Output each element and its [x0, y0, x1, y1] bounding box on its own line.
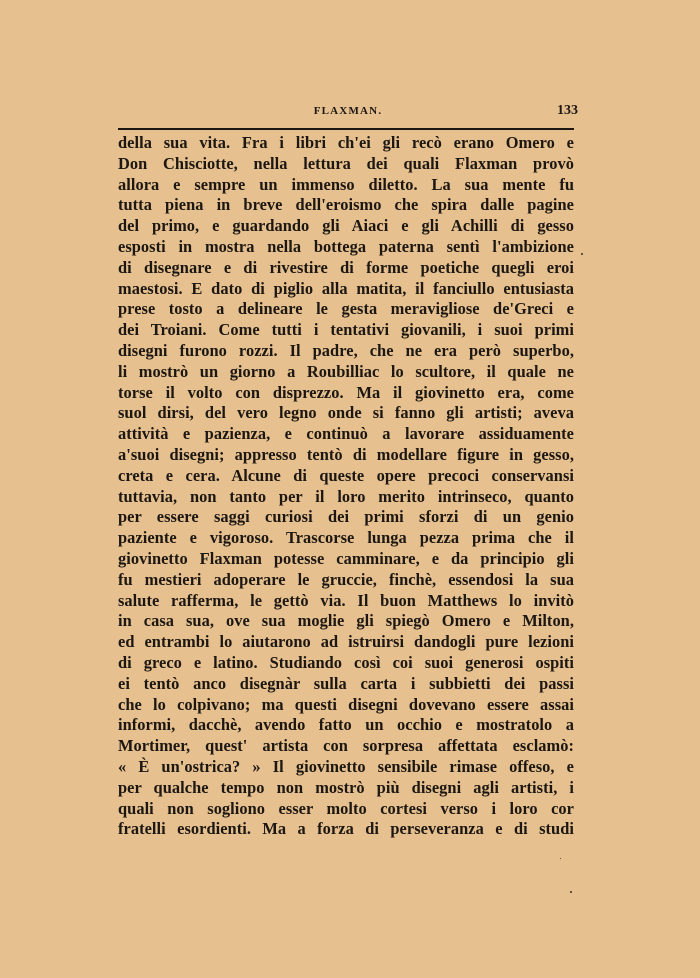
text-line: suol dirsi, del vero legno onde si fanno gli artisti; aveva — [118, 403, 574, 423]
print-speck — [570, 891, 572, 893]
running-head — [118, 103, 578, 123]
text-line: torse il volto con disprezzo. Ma il giovinetto era, come — [118, 382, 574, 402]
print-speck — [560, 858, 561, 859]
text-line: giovinetto Flaxman potesse camminare, e da principio gli — [118, 548, 574, 568]
text-line: di greco e latino. Studiando così coi suoi generosi ospiti — [118, 652, 574, 672]
text-line: Mortimer, quest' artista con sorpresa affettata esclamò: — [118, 736, 574, 756]
text-line: paziente e vigoroso. Trascorse lunga pezza prima che il — [118, 528, 574, 548]
text-line: ed entrambi lo aiutarono ad istruirsi dandogli pure lezioni — [118, 632, 574, 652]
text-line: quali non sogliono esser molto cortesi verso i loro cor — [118, 798, 574, 818]
text-line: maestosi. E dato di piglio alla matita, il fanciullo entusiasta — [118, 278, 574, 298]
text-line: creta e cera. Alcune di queste opere precoci conservansi — [118, 465, 574, 485]
text-line: che lo colpivano; ma questi disegni dovevano essere assai — [118, 694, 574, 714]
header-rule — [118, 128, 574, 130]
print-speck — [581, 253, 583, 255]
text-line: di disegnare e di rivestire di forme poetiche quegli eroi — [118, 257, 574, 277]
text-line: fu mestieri adoperare le gruccie, finchè, essendosi la sua — [118, 569, 574, 589]
running-head-title: FLAXMAN. — [313, 105, 383, 117]
text-line: dei Troiani. Come tutti i tentativi giovanili, i suoi primi — [118, 320, 574, 340]
text-line: per qualche tempo non mostrò più disegni agli artisti, i — [118, 777, 574, 797]
text-line: li mostrò un giorno a Roubilliac lo scultore, il quale ne — [118, 361, 574, 381]
text-line: ei tentò anco disegnàr sulla carta i subbietti dei passi — [118, 673, 574, 693]
text-line: tutta piena in breve dell'eroismo che spira dalle pagine — [118, 195, 574, 215]
text-line: della sua vita. Fra i libri ch'ei gli recò erano Omero e — [118, 133, 574, 152]
text-line: per essere saggi curiosi dei primi sforzi di un genio — [118, 507, 574, 527]
text-line: Don Chisciotte, nella lettura dei quali Flaxman provò — [118, 153, 574, 173]
text-line: « È un'ostrica? » Il giovinetto sensibile rimase offeso, e — [118, 756, 574, 776]
text-line: fratelli esordienti. Ma a forza di perseveranza e di studi — [118, 819, 574, 839]
text-line: prese tosto a delineare le gesta meravigliose de'Greci e — [118, 299, 574, 319]
text-line: informi, dacchè, avendo fatto un occhio e mostratolo a — [118, 715, 574, 735]
text-line: esposti in mostra nella bottega paterna sentì l'ambizione — [118, 236, 574, 256]
text-line: a'suoi disegni; appresso tentò di modellare figure in gesso, — [118, 444, 574, 464]
text-line: disegni furono rozzi. Il padre, che ne era però superbo, — [118, 340, 574, 360]
text-line: tuttavia, non tanto per il loro merito intrinseco, quanto — [118, 486, 574, 506]
text-line: in casa sua, ove sua moglie gli spiegò Omero e Milton, — [118, 611, 574, 631]
page-number: 133 — [557, 103, 578, 118]
text-line: salute rafferma, le gettò via. Il buon Matthews lo invitò — [118, 590, 574, 610]
body-text — [118, 133, 574, 840]
text-line: del primo, e guardando gli Aiaci e gli Achilli di gesso — [118, 216, 574, 236]
text-line: attività e pazienza, e continuò a lavorare assiduamente — [118, 424, 574, 444]
text-line: allora e sempre un immenso diletto. La sua mente fu — [118, 174, 574, 194]
